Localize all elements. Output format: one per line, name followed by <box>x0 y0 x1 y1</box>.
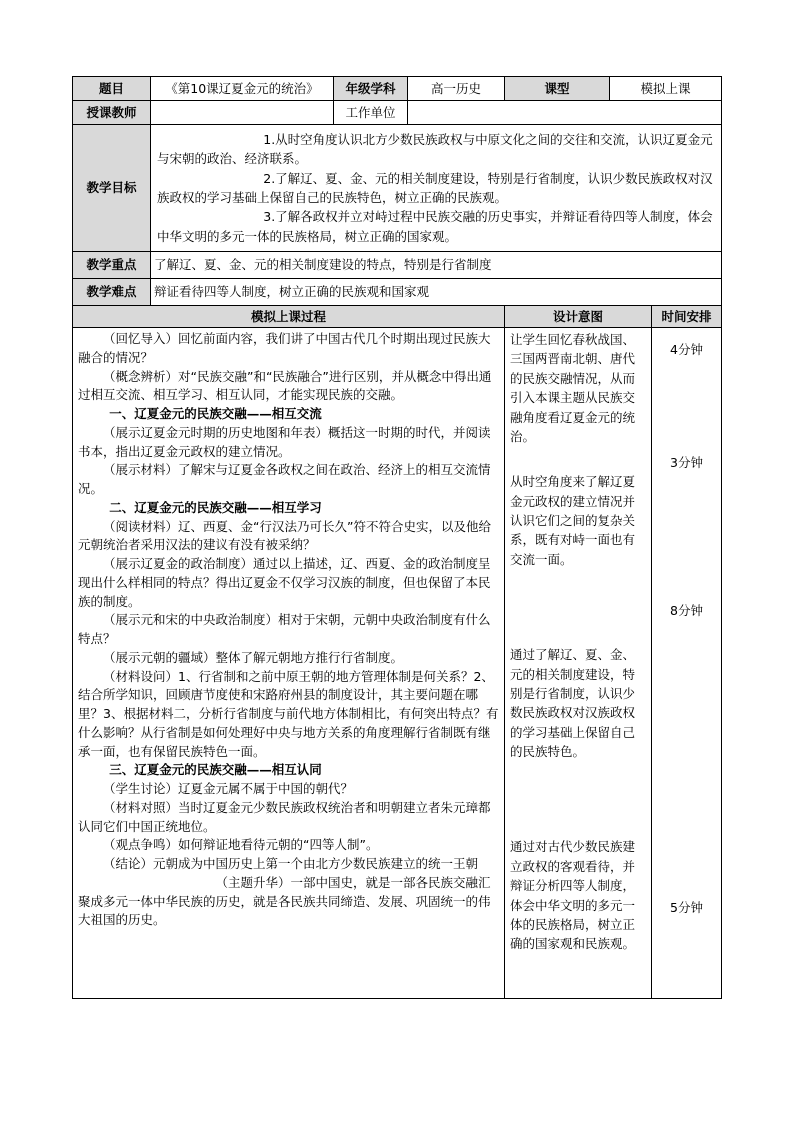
column-header-row <box>73 306 722 328</box>
process-column-header: 模拟上课过程 <box>73 306 505 328</box>
time-column-header: 时间安排 <box>652 306 722 328</box>
workplace-label: 工作单位 <box>334 101 408 125</box>
process-content <box>73 328 505 999</box>
header-row-teacher <box>73 101 722 125</box>
difficult-points-label: 教学难点 <box>73 279 151 306</box>
process-paragraph: （阅读材料）辽、西夏、金“行汉法乃可长久”符不符合史实，以及他给元朝统治者采用汉法的建议有没有被采纳？ <box>78 518 491 553</box>
time-item: 4分钟 <box>670 342 703 357</box>
intent-item: 通过了解辽、夏、金、元的相关制度建设，特别是行省制度，认识少数民族政权对汉族政权的学习基础上保留自己的民族特色。 <box>510 647 636 759</box>
lesson-plan-table <box>72 76 722 999</box>
objective-item: 1.从时空角度认识北方少数民族政权与中原文化之间的交往和交流，认识辽夏金元与宋朝的政治、经济联系。 <box>157 131 713 167</box>
key-points-row <box>73 252 722 279</box>
teacher-value <box>151 101 334 125</box>
process-paragraph: （观点争鸣）如何辩证地看待元朝的“四等人制”。 <box>103 837 379 853</box>
header-row-title <box>73 77 722 101</box>
process-paragraph: （结论）元朝成为中国历史上第一个由北方少数民族建立的统一王朝 <box>103 856 479 871</box>
workplace-value <box>408 101 722 125</box>
objectives-row <box>73 125 722 252</box>
process-paragraph: （展示辽夏金元时期的历史地图和年表）概括这一时期的时代，并阅读书本，指出辽夏金元政权的建立情况。 <box>78 424 491 459</box>
process-paragraph: （学生讨论）辽夏金元属不属于中国的朝代？ <box>103 781 354 796</box>
intent-content <box>505 328 652 999</box>
grade-subject-value: 高一历史 <box>408 77 505 101</box>
teacher-label: 授课教师 <box>73 101 151 125</box>
process-heading: 三、辽夏金元的民族交融——相互认同 <box>109 762 322 778</box>
time-item: 8分钟 <box>670 603 703 618</box>
process-paragraph: （材料对照）当时辽夏金元少数民族政权统治者和明朝建立者朱元璋都认同它们中国正统地位。 <box>78 799 491 834</box>
process-paragraph: （展示辽夏金的政治制度）通过以上描述，辽、西夏、金的政治制度呈现出什么样相同的特点？得出辽夏金不仅学习汉族的制度，但也保留了本民族的制度。 <box>78 556 491 609</box>
intent-item: 让学生回忆春秋战国、三国两晋南北朝、唐代的民族交融情况，从而引入本课主题从民族交融角度看辽夏金元的统治。 <box>510 332 636 444</box>
grade-subject-label: 年级学科 <box>334 77 408 101</box>
intent-item: 通过对古代少数民族建立政权的客观看待，并辩证分析四等人制度，体会中华文明的多元一体的民族格局，树立正确的国家观和民族观。 <box>510 839 636 952</box>
process-paragraph: （展示材料）了解宋与辽夏金各政权之间在政治、经济上的相互交流情况。 <box>78 462 491 496</box>
process-paragraph: （材料设问）1、行省制和之前中原王朝的地方管理体制是何关系？2、结合所学知识，回顾唐节度使和宋路府州县的制度设计，其主要问题在哪里？3、根据材料二，分析行省制度与前代地方体制相比，有何突出特点？有什么影响？从行省制是如何处理好中央与地方关系的角度理解行省制既有继承一面，也有保留民族特色一面。 <box>78 668 499 759</box>
objective-item: 3.了解各政权并立对峙过程中民族交融的历史事实，并辩证看待四等人制度，体会中华文明的多元一体的民族格局，树立正确的国家观。 <box>157 209 713 244</box>
objectives-label: 教学目标 <box>73 125 151 252</box>
key-points-label: 教学重点 <box>73 252 151 279</box>
process-paragraph: （主题升华）一部中国史，就是一部各民族交融汇聚成多元一体中华民族的历史，就是各民族共同缔造、发展、巩固统一的伟大祖国的历史。 <box>78 874 491 928</box>
difficult-points-value: 辩证看待四等人制度，树立正确的民族观和国家观 <box>151 279 722 306</box>
title-label: 题目 <box>73 77 151 101</box>
process-paragraph: （回忆导入）回忆前面内容，我们讲了中国古代几个时期出现过民族大融合的情况？ <box>78 331 491 365</box>
time-item: 5分钟 <box>670 900 703 915</box>
process-heading: 二、辽夏金元的民族交融——相互学习 <box>109 499 322 515</box>
objective-item: 2.了解辽、夏、金、元的相关制度建设，特别是行省制度，认识少数民族政权对汉族政权的学习基础上保留自己的民族特色，树立正确的民族观。 <box>157 170 713 205</box>
intent-item: 从时空角度来了解辽夏金元政权的建立情况并认识它们之间的复杂关系，既有对峙一面也有交流一面。 <box>510 474 636 567</box>
objectives-content <box>151 125 722 252</box>
title-value: 《第10课辽夏金元的统治》 <box>151 77 334 101</box>
lesson-type-value: 模拟上课 <box>610 77 722 101</box>
difficult-points-row <box>73 279 722 306</box>
process-paragraph: （展示元和宋的中央政治制度）相对于宋朝，元朝中央政治制度有什么特点？ <box>78 612 491 646</box>
process-row <box>73 328 722 999</box>
time-content <box>652 328 722 999</box>
time-item: 3分钟 <box>670 455 703 470</box>
intent-column-header: 设计意图 <box>505 306 652 328</box>
key-points-value: 了解辽、夏、金、元的相关制度建设的特点，特别是行省制度 <box>151 252 722 279</box>
lesson-type-label: 课型 <box>505 77 610 101</box>
process-paragraph: （展示元朝的疆域）整体了解元朝地方推行行省制度。 <box>103 649 404 665</box>
process-paragraph: （概念辨析）对“民族交融”和“民族融合”进行区别，并从概念中得出通过相互交流、相互学习、相互认同，才能实现民族的交融。 <box>78 368 492 403</box>
process-heading: 一、辽夏金元的民族交融——相互交流 <box>109 406 322 421</box>
